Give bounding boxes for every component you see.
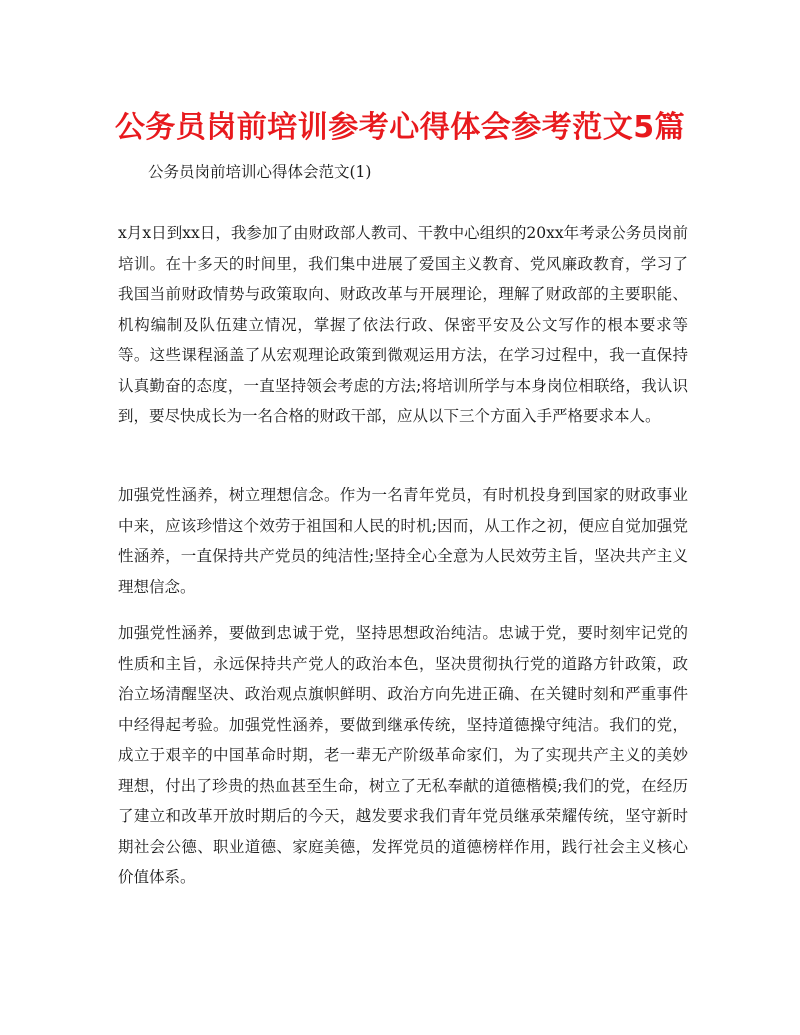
document-title: 公务员岗前培训参考心得体会参考范文5篇 — [114, 110, 686, 145]
document-subtitle: 公务员岗前培训心得体会范文(1) — [148, 163, 372, 181]
paragraph-3: 加强党性涵养，要做到忠诚于党，坚持思想政治纯洁。忠诚于党，要时刻牢记党的性质和主旨，永远保持共产党人的政治本色，坚决贯彻执行党的道路方针政策，政治立场清醒坚决、政治观点旗帜鲜明、政治方向先进正确、在关键时刻和严重事件中经得起考验。加强党性涵养，要做到继承传统，坚持道德操守纯洁。我们的党，成立于艰辛的中国革命时期，老一辈无产阶级革命家们，为了实现共产主义的美妙理想，付出了珍贵的热血甚至生命，树立了无私奉献的道德楷模;我们的党，在经历了建立和改革开放时期后的今天，越发要求我们青年党员继承荣耀传统，坚守新时期社会公德、职业道德、家庭美德，发挥党员的道德榜样作用，践行社会主义核心价值体系。 — [118, 624, 688, 886]
paragraph-1: x月x日到xx日，我参加了由财政部人教司、干教中心组织的20xx年考录公务员岗前培训。在十多天的时间里，我们集中进展了爱国主义教育、党风廉政教育，学习了我国当前财政情势与政策取向、财政改革与开展理论，理解了财政部的主要职能、机构编制及队伍建立情况，掌握了依法行政、保密平安及公文写作的根本要求等等。这些课程涵盖了从宏观理论政策到微观运用方法，在学习过程中，我一直保持认真勤奋的态度，一直坚持领会考虑的方法;将培训所学与本身岗位相联络，我认识到，要尽快成长为一名合格的财政干部，应从以下三个方面入手严格要求本人。 — [118, 224, 688, 425]
paragraph-2: 加强党性涵养，树立理想信念。作为一名青年党员，有时机投身到国家的财政事业中来，应该珍惜这个效劳于祖国和人民的时机;因而，从工作之初，便应自觉加强党性涵养，一直保持共产党员的纯洁性;坚持全心全意为人民效劳主旨，坚决共产主义理想信念。 — [118, 486, 688, 596]
